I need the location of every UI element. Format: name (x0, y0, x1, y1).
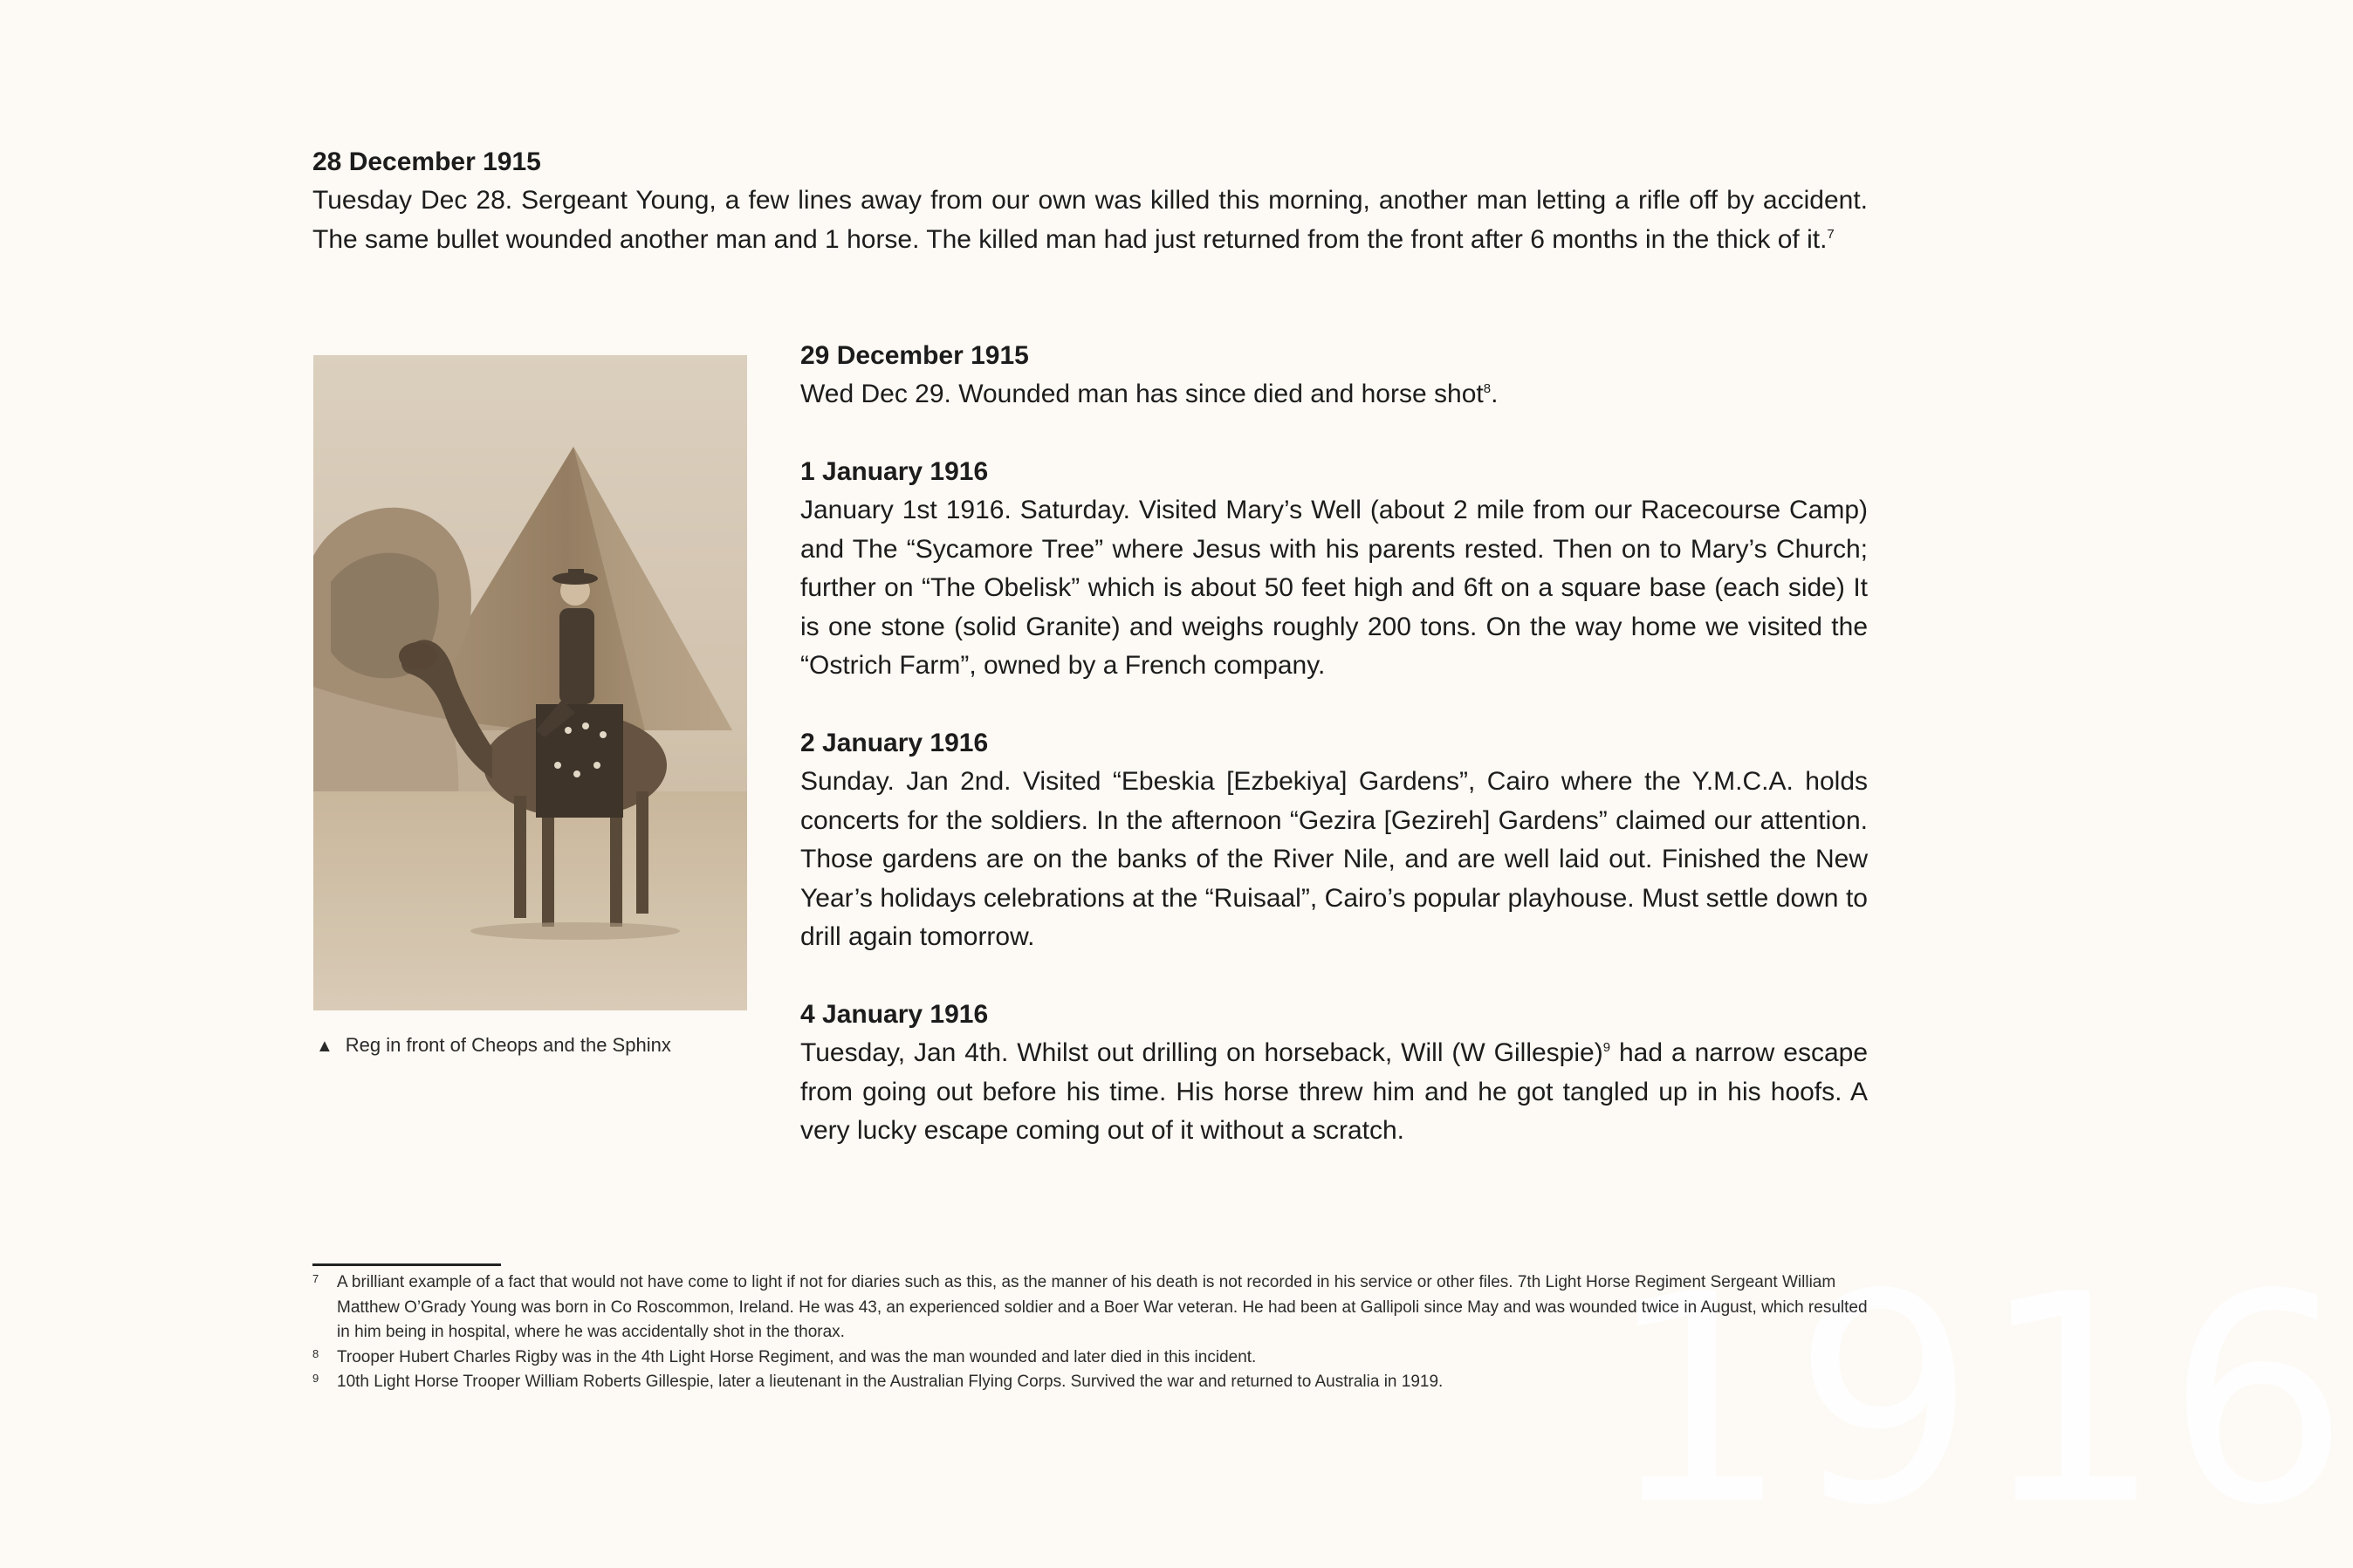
diary-entry-4-jan-1916 (800, 996, 1868, 1151)
footnote-number: 9 (312, 1372, 319, 1385)
footnotes (312, 1270, 1875, 1395)
entry-text-tail: . (1491, 380, 1499, 408)
footnote-text: A brilliant example of a fact that would not have come to light if not for diaries such as this, as the manner of his death is not recorded in his service or other files. 7th Light Horse Regiment Sergeant William Matthew O’Grady Young was born in Co Roscommon, Ireland. He was 43, an experienced soldier and a Boer War veteran. He had been at Gallipoli since May and was wounded twice in August, which resulted in him being in hospital, where he was accidentally shot in the thorax. (337, 1273, 1868, 1341)
diary-entries-column (800, 337, 1868, 1189)
entry-heading: 29 December 1915 (800, 341, 1029, 370)
diary-entry-2-jan-1916 (800, 724, 1868, 957)
footnote-number: 7 (312, 1272, 319, 1285)
footnote-number: 8 (312, 1346, 319, 1360)
entry-heading: 1 January 1916 (800, 457, 989, 486)
diary-entry-28-dec-1915 (312, 143, 1868, 259)
diary-entry-29-dec-1915 (800, 337, 1868, 414)
caption-triangle-icon: ▲ (316, 1037, 333, 1056)
footnote-text: 10th Light Horse Trooper William Roberts Gillespie, later a lieutenant in the Australian Flying Corps. Survived the war and returned to Australia in 1919. (337, 1373, 1444, 1391)
entry-text-before: Tuesday, Jan 4th. Whilst out drilling on horseback, Will (W Gillespie) (800, 1038, 1603, 1067)
entry-heading: 4 January 1916 (800, 1000, 989, 1029)
entry-heading: 2 January 1916 (800, 729, 989, 757)
footnote-ref[interactable]: 8 (1483, 381, 1492, 396)
footnote-ref[interactable]: 7 (1827, 226, 1835, 242)
diary-entry-1-jan-1916 (800, 453, 1868, 686)
footnote-9 (312, 1370, 1875, 1395)
entry-text (800, 1034, 1868, 1151)
entry-text (312, 181, 1868, 259)
entry-heading: 28 December 1915 (312, 147, 541, 176)
footnote-text: Trooper Hubert Charles Rigby was in the 4th Light Horse Regiment, and was the man wounded and later died in this incident. (337, 1347, 1257, 1366)
entry-text (800, 375, 1868, 414)
entry-text-after: had a narrow escape from going out before his time. His horse threw him and he got tangled up in his hoofs. A very lucky escape coming out of it without a scratch. (800, 1038, 1868, 1145)
footnote-divider (312, 1263, 501, 1266)
year-watermark: 1916 (1606, 1233, 2353, 1568)
caption-text: Reg in front of Cheops and the Sphinx (345, 1034, 671, 1056)
photo-caption (316, 1032, 671, 1059)
footnote-8 (312, 1345, 1875, 1371)
entry-text-body: Wed Dec 29. Wounded man has since died and horse shot (800, 380, 1484, 408)
entry-text: January 1st 1916. Saturday. Visited Mary’s Well (about 2 mile from our Racecourse Camp) and The “Sycamore Tree” where Jesus with his parents rested. Then on to Mary’s Church; further on “The Obelisk” which is about 50 feet high and 6ft on a square base (each side) It is one stone (solid Granite) and weighs roughly 200 tons. On the way home we visited the “Ostrich Farm”, owned by a French company. (800, 496, 1868, 680)
footnote-7 (312, 1270, 1875, 1345)
entry-text: Sunday. Jan 2nd. Visited “Ebeskia [Ezbekiya] Gardens”, Cairo where the Y.M.C.A. holds concerts for the soldiers. In the afternoon “Gezira [Gezireh] Gardens” claimed our attention. Those gardens are on the banks of the River Nile, and are well laid out. Finished the New Year’s holidays celebrations at the “Ruisaal”, Cairo’s popular playhouse. Must settle down to drill again tomorrow. (800, 767, 1868, 951)
photo-camel-sphinx-pyramid (313, 355, 747, 1010)
entry-text-body: Tuesday Dec 28. Sergeant Young, a few lines away from our own was killed this morning, another man letting a rifle off by accident. The same bullet wounded another man and 1 horse. The killed man had just returned from the front after 6 months in the thick of it. (312, 186, 1868, 254)
footnote-ref[interactable]: 9 (1602, 1040, 1611, 1055)
